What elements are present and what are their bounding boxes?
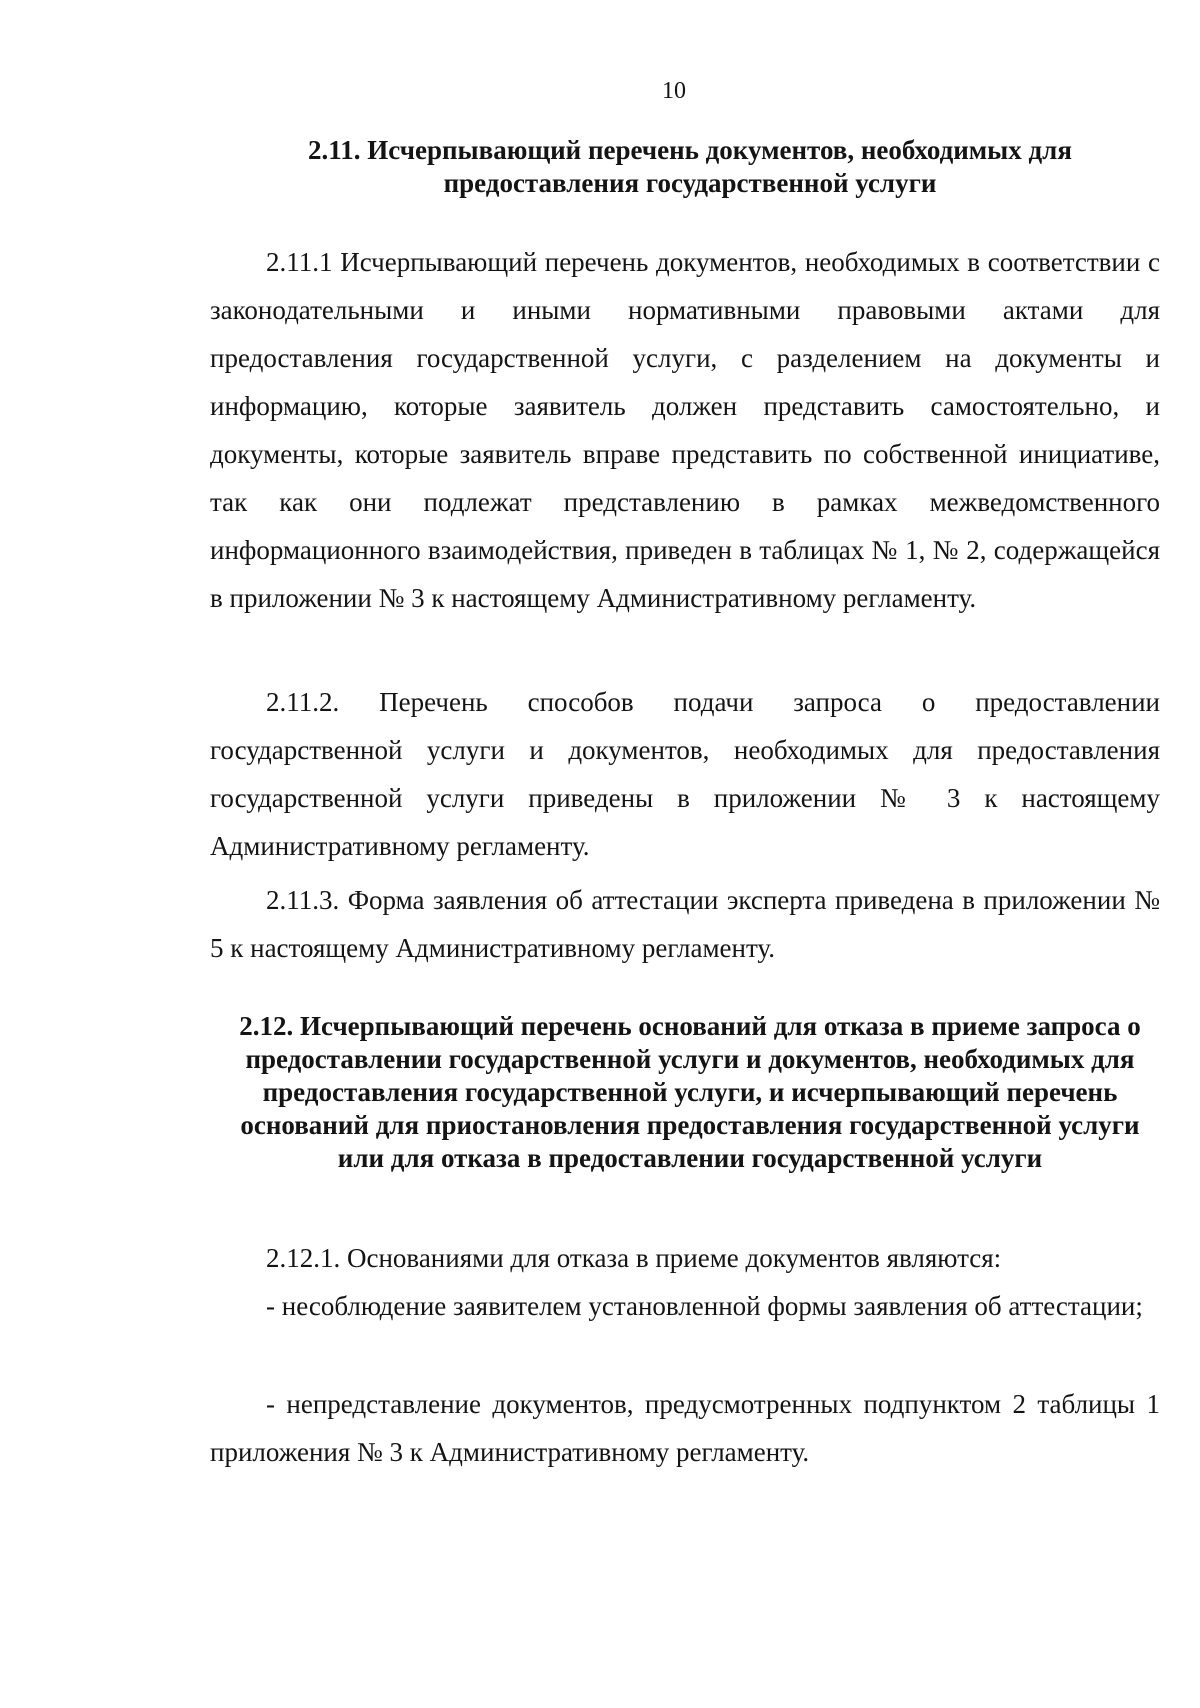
- section-heading-2-12: 2.12. Исчерпывающий перечень оснований для отказа в приеме запроса о предоставлении государственной услуги и документов, необходимых для предоставления государственной услуги, и исчерпывающий перечень оснований для приостановления предоставления государственной услуги или для отказа в предоставлении государственной услуги: [239, 1011, 1141, 1173]
- paragraph-2-12-1: 2.12.1. Основаниями для отказа в приеме документов являются:: [266, 1243, 1002, 1273]
- paragraph-2-11-1-container: [210, 238, 1160, 622]
- paragraph-2-11-2: 2.11.2. Перечень способов подачи запроса о предоставлении государственной услуги и документов, необходимых для предоставления государственной услуги приведены в приложении № 3 к настоящему Административному регламенту.: [210, 687, 1160, 861]
- paragraph-2-11-1: 2.11.1 Исчерпывающий перечень документов, необходимых в соответствии с законодательными и иными нормативными правовыми актами для предоставления государственной услуги, с разделением на документы и информацию, которые заявитель должен представить самостоятельно, и документы, которые заявитель вправе представить по собственной инициативе, так как они подлежат представлению в рамках межведомственного информационного взаимодействия, приведен в таблицах № 1, № 2, содержащейся в приложении № 3 к настоящему Административному регламенту.: [210, 247, 1160, 613]
- list-item-missing-documents: - непредставление документов, предусмотренных подпунктом 2 таблицы 1 приложения № 3 к Административному регламенту.: [210, 1389, 1160, 1467]
- paragraph-2-11-2-container: [210, 678, 1160, 870]
- list-item-form-noncompliance: - несоблюдение заявителем установленной формы заявления об аттестации;: [266, 1291, 1143, 1321]
- section-heading-2-11: 2.11. Исчерпывающий перечень документов, необходимых для предоставления государственной услуги: [308, 135, 1072, 198]
- page-number: 10: [662, 78, 686, 104]
- paragraph-2-11-3: 2.11.3. Форма заявления об аттестации эксперта приведена в приложении № 5 к настоящему Административному регламенту.: [210, 885, 1160, 963]
- list-item-form-noncompliance-container: [210, 1282, 1160, 1330]
- list-item-missing-documents-container: [210, 1380, 1160, 1476]
- paragraph-2-12-1-container: [210, 1234, 1160, 1282]
- paragraph-2-11-3-container: [210, 876, 1160, 972]
